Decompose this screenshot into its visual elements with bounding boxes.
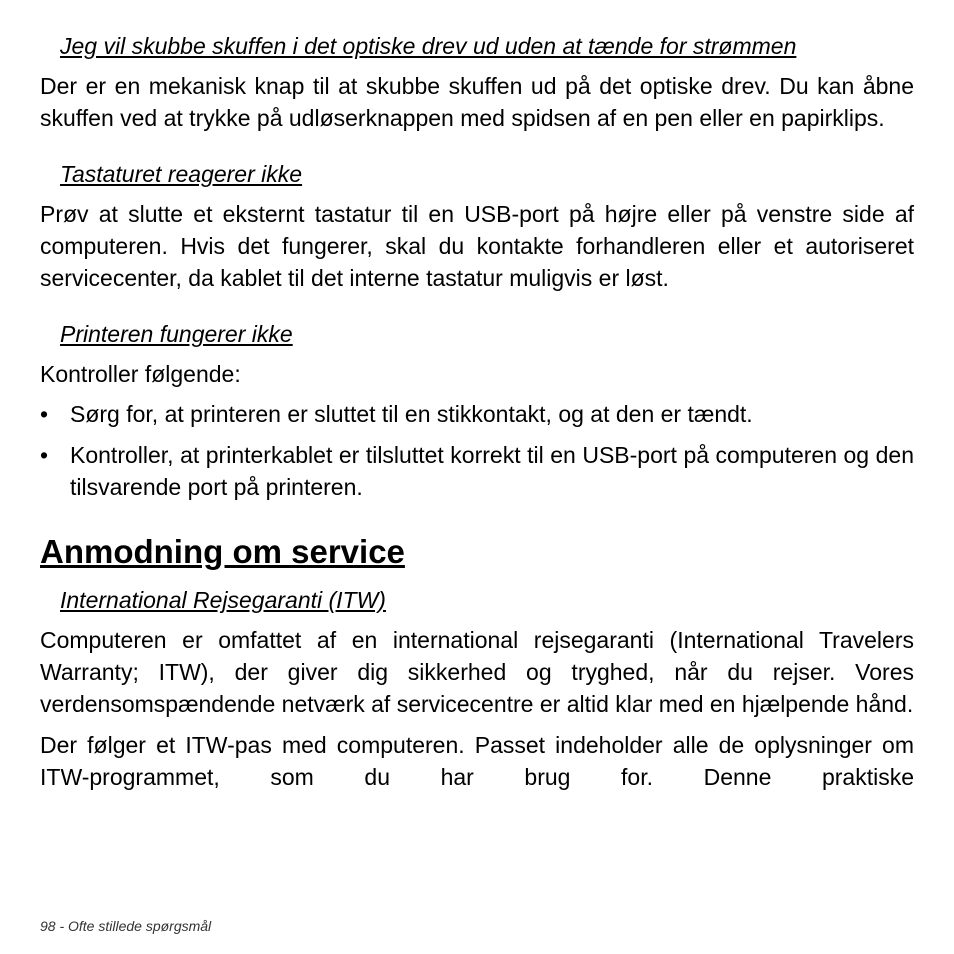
printer-checklist: [40, 398, 914, 503]
heading-keyboard-not-responding: Tastaturet reagerer ikke: [60, 161, 303, 187]
paragraph-optical-drive-eject: Der er en mekanisk knap til at skubbe skuffen ud på det optiske drev. Du kan åbne skuffen ved at trykke på udløserknappen med spidsen af en pen eller en papirklips.: [40, 73, 914, 131]
list-item-text: Kontroller, at printerkablet er tilsluttet korrekt til en USB-port på computeren og den tilsvarende port på printeren.: [70, 442, 914, 500]
heading-itw: International Rejsegaranti (ITW): [60, 587, 386, 613]
paragraph-itw-intro: Computeren er omfattet af en international rejsegaranti (International Travelers Warranty; ITW), der giver dig sikkerhed og tryghed, når du rejser. Vores verdensomspændende netværk af servicecentre er altid klar med en hjælpende hånd.: [40, 627, 914, 717]
document-page: [40, 30, 914, 793]
paragraph-check-following: Kontroller følgende:: [40, 361, 241, 387]
bullet-icon: •: [40, 401, 49, 427]
list-item-text: Sørg for, at printeren er sluttet til en stikkontakt, og at den er tændt.: [70, 401, 753, 427]
list-item: [40, 398, 914, 430]
heading-optical-drive-eject: Jeg vil skubbe skuffen i det optiske drev ud uden at tænde for strømmen: [60, 33, 797, 59]
section-title-service: Anmodning om service: [40, 533, 405, 570]
paragraph-itw-passport: Der følger et ITW-pas med computeren. Passet indeholder alle de oplysninger om ITW-programmet, som du har brug for. Denne praktiske: [40, 732, 914, 790]
page-footer: 98 - Ofte stillede spørgsmål: [40, 918, 212, 934]
list-item: [40, 439, 914, 503]
heading-printer-not-working: Printeren fungerer ikke: [60, 321, 293, 347]
bullet-icon: •: [40, 442, 49, 468]
paragraph-keyboard-not-responding: Prøv at slutte et eksternt tastatur til en USB-port på højre eller på venstre side af computeren. Hvis det fungerer, skal du kontakte forhandleren eller et autoriseret servicecenter, da kablet til det interne tastatur muligvis er løst.: [40, 201, 914, 291]
